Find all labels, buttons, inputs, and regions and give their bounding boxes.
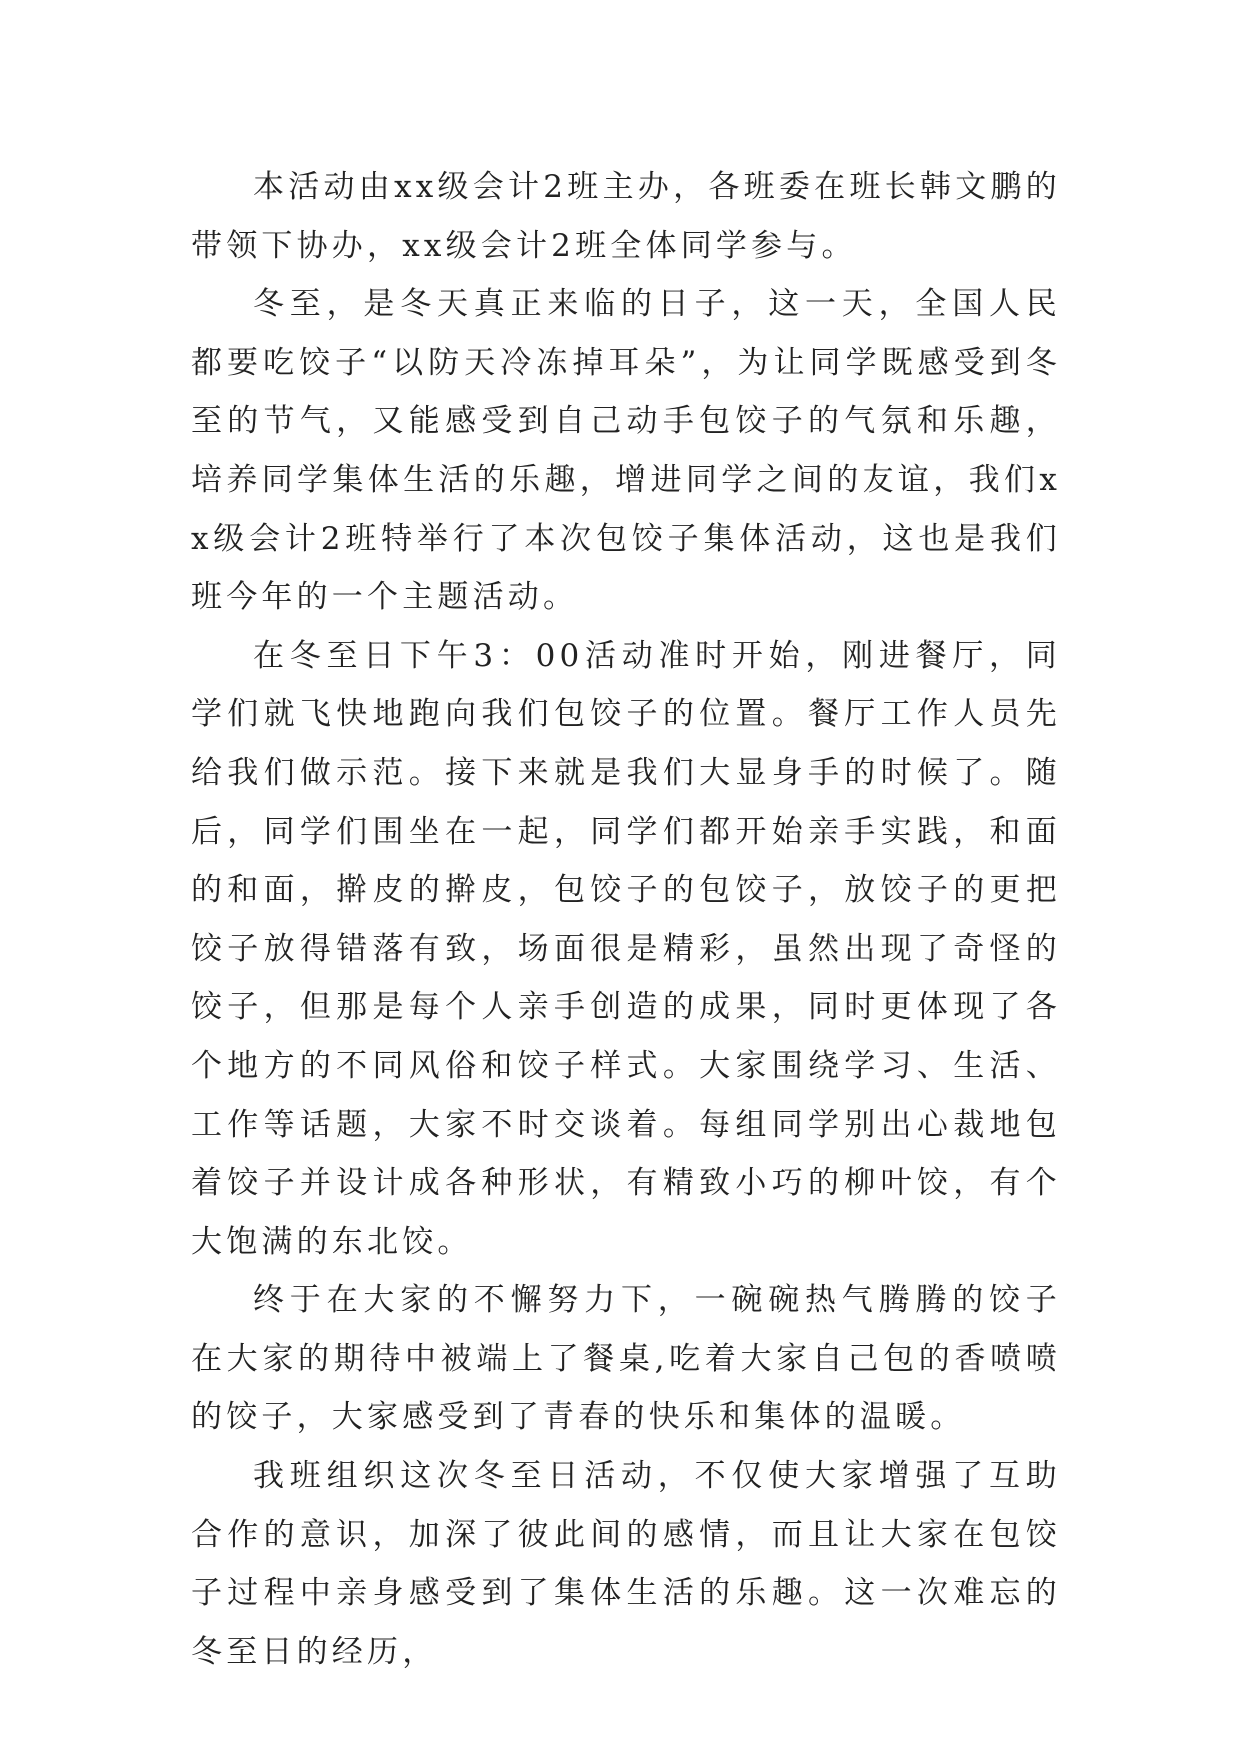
paragraph-dumplings-served: 终于在大家的不懈努力下，一碗碗热气腾腾的饺子在大家的期待中被端上了餐桌,吃着大家自己包的香喷喷的饺子，大家感受到了青春的快乐和集体的温暖。	[191, 1282, 1061, 1436]
paragraph-activity-process: 在冬至日下午3：00活动准时开始，刚进餐厅，同学们就飞快地跑向我们包饺子的位置。餐厅工作人员先给我们做示范。接下来就是我们大显身手的时候了。随后，同学们围坐在一起，同学们都开始亲手实践，和面的和面，擀皮的擀皮，包饺子的包饺子，放饺子的更把饺子放得错落有致，场面很是精彩，虽然出现了奇怪的饺子，但那是每个人亲手创造的成果，同时更体现了各个地方的不同风俗和饺子样式。大家围绕学习、生活、工作等话题，大家不时交谈着。每组同学别出心裁地包着饺子并设计成各种形状，有精致小巧的柳叶饺，有个大饱满的东北饺。	[191, 637, 1061, 1260]
paragraph-summary: 我班组织这次冬至日活动，不仅使大家增强了互助合作的意识，加深了彼此间的感情，而且让大家在包饺子过程中亲身感受到了集体生活的乐趣。这一次难忘的冬至日的经历，	[191, 1458, 1061, 1670]
paragraph-intro: 本活动由xx级会计2班主办，各班委在班长韩文鹏的带领下协办，xx级会计2班全体同学参与。	[191, 169, 1061, 264]
document-body	[191, 158, 1061, 1681]
paragraph-winter-solstice: 冬至，是冬天真正来临的日子，这一天，全国人民都要吃饺子“以防天冷冻掉耳朵”，为让同学既感受到冬至的节气，又能感受到自己动手包饺子的气氛和乐趣，培养同学集体生活的乐趣，增进同学之间的友谊，我们xx级会计2班特举行了本次包饺子集体活动，这也是我们班今年的一个主题活动。	[191, 286, 1061, 616]
